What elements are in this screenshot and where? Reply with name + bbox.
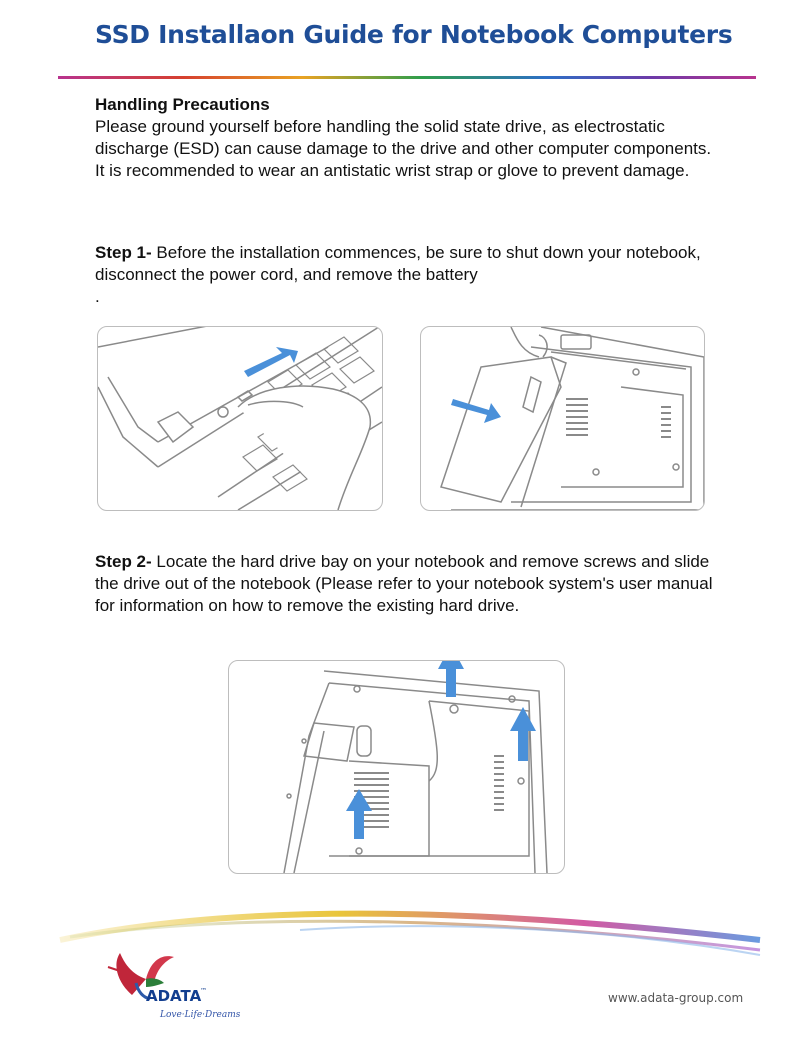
arrow-icon: [438, 661, 464, 697]
step1-trailing: .: [95, 287, 100, 306]
step1-text: Before the installation commences, be sure to shut down your notebook, disconnect the power cord, and remove the battery: [95, 243, 701, 284]
step2-section: [95, 551, 715, 617]
brand-name: ADATA: [146, 987, 202, 1005]
footer-swoosh: [0, 895, 802, 1037]
rainbow-divider: [58, 76, 756, 79]
step2-label: Step 2-: [95, 552, 152, 571]
precautions-heading: Handling Precautions: [95, 95, 270, 114]
arrow-icon: [510, 707, 536, 761]
step2-text: Locate the hard drive bay on your notebook and remove screws and slide the drive out of the notebook (Please refer to your notebook system's user manual for information on how to remove the existing hard drive.: [95, 552, 713, 615]
step1-section: [95, 242, 715, 308]
step1-label: Step 1-: [95, 243, 152, 262]
website-url[interactable]: www.adata-group.com: [608, 991, 744, 1005]
illustration-battery-removal: [420, 326, 705, 511]
illustration-drive-bay: [228, 660, 565, 874]
trademark-symbol: ™: [200, 987, 207, 995]
illustration-power-off: [97, 326, 383, 511]
page-title: SSD Installaon Guide for Notebook Computers: [95, 20, 733, 49]
brand-tagline: Love·Life·Dreams: [160, 1010, 241, 1020]
precautions-section: [95, 94, 715, 182]
precautions-body: Please ground yourself before handling the solid state drive, as electrostatic discharge (ESD) can cause damage to the drive and other computer components. It is recommended to wear an antistatic wrist strap or glove to prevent damage.: [95, 117, 712, 180]
